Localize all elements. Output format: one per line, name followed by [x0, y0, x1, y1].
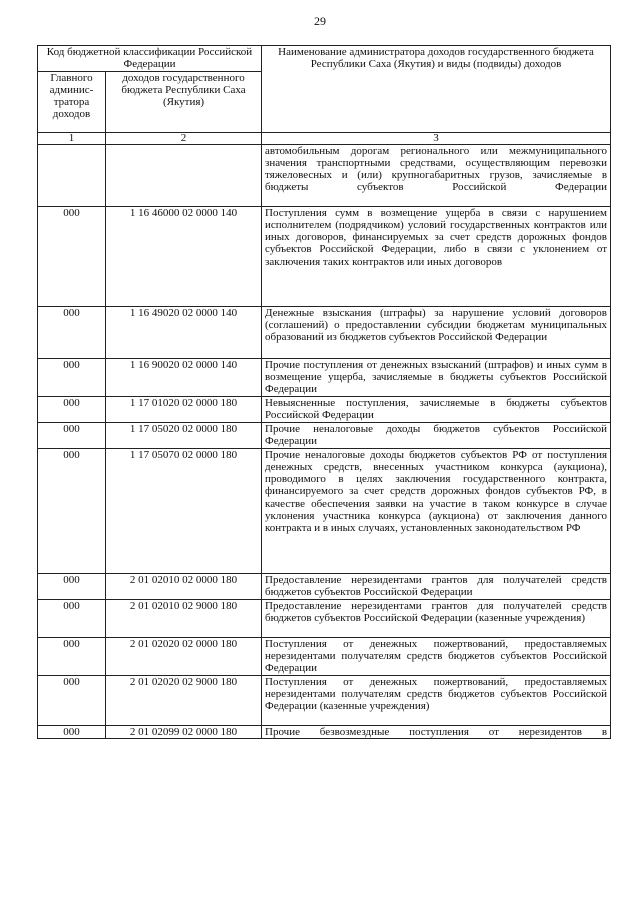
revenue-description: Поступления сумм в возмещение ущерба в связи с нарушением исполнителем (подрядчиком) условий государственных контрактов или иных договоров, финансируемых за счет средств дорожных фондов субъектов Российской Федерации, либо в связи с уклонением от заключения таких контрактов или иных договоров	[262, 206, 611, 306]
revenue-description: автомобильным дорогам регионального или межмуниципального значения транспортными средствами, осуществляющим перевозки тяжеловесных и (или) крупногабаритных грузов, зачисляемые в бюджеты субъектов Российской Федерации	[262, 144, 611, 206]
revenue-description: Предоставление нерезидентами грантов для получателей средств бюджетов субъектов Российской Федерации (казенные учреждения)	[262, 599, 611, 637]
name-header: Наименование администратора доходов государственного бюджета Республики Саха (Якутия) и виды (подвиды) доходов	[262, 46, 611, 133]
revenue-code: 2 01 02010 02 0000 180	[106, 573, 262, 599]
admin-code	[38, 144, 106, 206]
revenue-code: 2 01 02099 02 0000 180	[106, 725, 262, 738]
revenue-code: 1 16 49020 02 0000 140	[106, 306, 262, 358]
table-row	[38, 725, 611, 738]
admin-code: 000	[38, 306, 106, 358]
admin-code: 000	[38, 448, 106, 573]
table-row	[38, 599, 611, 637]
revenues-header: доходов государственного бюджета Республики Саха (Якутия)	[106, 71, 262, 132]
admin-code: 000	[38, 396, 106, 422]
admin-code: 000	[38, 206, 106, 306]
revenue-code: 1 16 90020 02 0000 140	[106, 358, 262, 396]
revenue-description: Прочие поступления от денежных взысканий (штрафов) и иных сумм в возмещение ущерба, зачисляемые в бюджеты субъектов Российской Федерации	[262, 358, 611, 396]
revenue-code: 1 17 05070 02 0000 180	[106, 448, 262, 573]
revenue-description: Прочие неналоговые доходы бюджетов субъектов РФ от поступления денежных средств, внесенных участником конкурса (аукциона), проводимого в целях заключения государственного контракта, финансируемого за счет средств дорожных фондов субъектов РФ, в качестве обеспечения заявки на участие в таком конкурсе в случае уклонения участника конкурса (аукциона) от заключения данного контракта и в иных случаях, установленных законодательством РФ	[262, 448, 611, 573]
revenue-description: Предоставление нерезидентами грантов для получателей средств бюджетов субъектов Российской Федерации	[262, 573, 611, 599]
table-row	[38, 206, 611, 306]
revenue-description: Денежные взыскания (штрафы) за нарушение условий договоров (соглашений) о предоставлении субсидии бюджетам муниципальных образований из бюджетов субъектов Российской Федерации	[262, 306, 611, 358]
admin-code: 000	[38, 675, 106, 725]
table-row	[38, 358, 611, 396]
revenue-code: 1 16 46000 02 0000 140	[106, 206, 262, 306]
revenue-description: Невыясненные поступления, зачисляемые в бюджеты субъектов Российской Федерации	[262, 396, 611, 422]
revenue-description: Прочие безвозмездные поступления от нерезидентов в	[262, 725, 611, 738]
page-number: 29	[314, 14, 326, 28]
admin-code: 000	[38, 599, 106, 637]
revenue-table	[37, 45, 611, 739]
admin-code: 000	[38, 637, 106, 675]
revenue-description: Прочие неналоговые доходы бюджетов субъектов Российской Федерации	[262, 422, 611, 448]
revenue-code	[106, 144, 262, 206]
admin-code: 000	[38, 422, 106, 448]
revenue-code: 1 17 01020 02 0000 180	[106, 396, 262, 422]
revenue-code: 2 01 02020 02 9000 180	[106, 675, 262, 725]
revenue-code: 2 01 02010 02 9000 180	[106, 599, 262, 637]
column-number-1: 1	[38, 132, 106, 144]
bk-code-header: Код бюджетной классификации Российской Федерации	[38, 46, 262, 72]
admin-code: 000	[38, 573, 106, 599]
table-row	[38, 675, 611, 725]
column-number-3: 3	[262, 132, 611, 144]
table-row	[38, 306, 611, 358]
column-number-2: 2	[106, 132, 262, 144]
revenue-code: 2 01 02020 02 0000 180	[106, 637, 262, 675]
table-row	[38, 573, 611, 599]
revenue-description: Поступления от денежных пожертвований, предоставляемых нерезидентами получателям средств бюджетов субъектов Российской Федерации	[262, 637, 611, 675]
admin-code: 000	[38, 725, 106, 738]
revenue-code: 1 17 05020 02 0000 180	[106, 422, 262, 448]
table-row	[38, 448, 611, 573]
table-row	[38, 144, 611, 206]
table-row	[38, 396, 611, 422]
table-row	[38, 637, 611, 675]
table-row	[38, 422, 611, 448]
revenue-description: Поступления от денежных пожертвований, предоставляемых нерезидентами получателям средств бюджетов субъектов Российской Федерации (казенные учреждения)	[262, 675, 611, 725]
main-admin-header: Главного админис-тратора доходов	[38, 71, 106, 132]
admin-code: 000	[38, 358, 106, 396]
